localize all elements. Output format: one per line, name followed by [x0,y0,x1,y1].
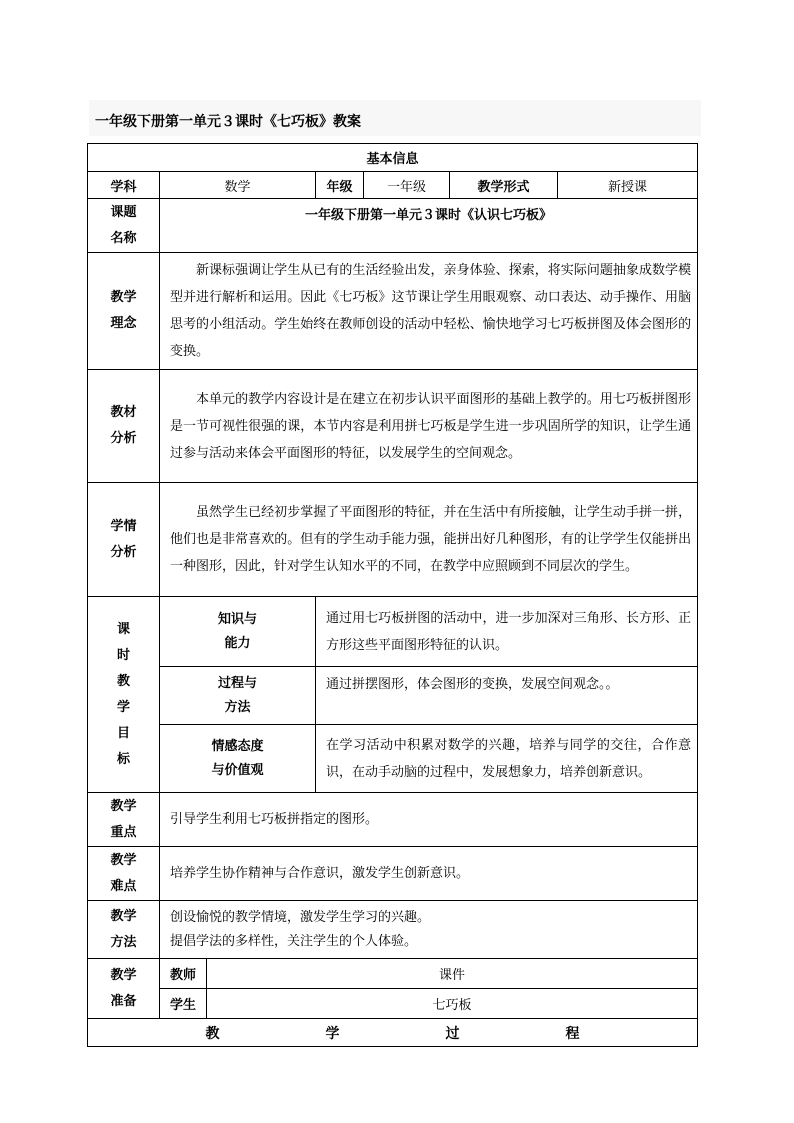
method-line: 提倡学法的多样性，关注学生的个人体验。 [170,933,418,949]
document-title: 一年级下册第一单元３课时《七巧板》教案 [89,100,701,136]
philosophy-label: 教学 理念 [88,253,160,370]
learner-text: 虽然学生已经初步掌握了平面图形的特征，并在生活中有所接触，让学生动手拼一拼，他们也是非常喜欢的。但有的学生动手能力强，能拼出好几种图形，有的让学学生仅能拼出一种图形，因此，针对学生认知水平的不同，在教学中应照顾到不同层次的学生。 [160,483,698,597]
objective-process-label: 过程与 方法 [160,667,316,725]
topic-value: 一年级下册第一单元３课时《认识七巧板》 [160,199,698,253]
teaching-form-value: 新授课 [558,172,698,199]
subject-label: 学科 [88,172,160,199]
objective-attitude-label: 情感态度 与价值观 [160,725,316,793]
philosophy-text: 新课标强调让学生从已有的生活经验出发，亲身体验、探索，将实际问题抽象成数学模型并进行解析和运用。因此《七巧板》这节课让学生用眼观察、动口表达、动手操作、用脑思考的小组活动。学生始终在教师创设的活动中轻松、愉快地学习七巧板拼图及体会图形的变换。 [160,253,698,370]
objectives-label: 课 时 教 学 目 标 [88,597,160,793]
key-point-label: 教学 重点 [88,793,160,847]
objective-knowledge-text: 通过用七巧板拼图的活动中，进一步加深对三角形、长方形、正方形这些平面图形特征的认识。 [316,597,698,667]
teaching-form-label: 教学形式 [450,172,558,199]
material-text: 本单元的教学内容设计是在建立在初步认识平面图形的基础上教学的。用七巧板拼图形是一节可视性很强的课，本节内容是利用拼七巧板是学生进一步巩固所学的知识，让学生通过参与活动来体会平面图形的特征，以发展学生的空间观念。 [160,370,698,483]
lesson-plan-table [87,143,698,1047]
grade-label: 年级 [316,172,364,199]
learner-label: 学情 分析 [88,483,160,597]
difficulty-label: 教学 难点 [88,847,160,901]
objective-attitude-text: 在学习活动中积累对数学的兴趣，培养与同学的交往，合作意识，在动手动脑的过程中，发展想象力，培养创新意识。 [316,725,698,793]
teaching-process-header: 教 学 过 程 [88,1019,698,1047]
method-label: 教学 方法 [88,901,160,959]
topic-label: 课题 名称 [88,199,160,253]
difficulty-text: 培养学生协作精神与合作意识，激发学生创新意识。 [160,847,698,901]
preparation-label: 教学 准备 [88,959,160,1019]
objective-knowledge-label: 知识与 能力 [160,597,316,667]
basic-info-header: 基本信息 [88,144,698,172]
objective-process-text: 通过拼摆图形，体会图形的变换，发展空间观念。。 [316,667,698,725]
material-label: 教材 分析 [88,370,160,483]
method-line: 创设愉悦的教学情境，激发学生学习的兴趣。 [170,909,431,925]
method-text [160,901,698,959]
prep-teacher-label: 教师 [160,959,207,989]
grade-value: 一年级 [364,172,450,199]
prep-teacher-item: 课件 [207,959,698,989]
subject-value: 数学 [160,172,316,199]
prep-student-label: 学生 [160,989,207,1019]
prep-student-item: 七巧板 [207,989,698,1019]
key-point-text: 引导学生利用七巧板拼指定的图形。 [160,793,698,847]
